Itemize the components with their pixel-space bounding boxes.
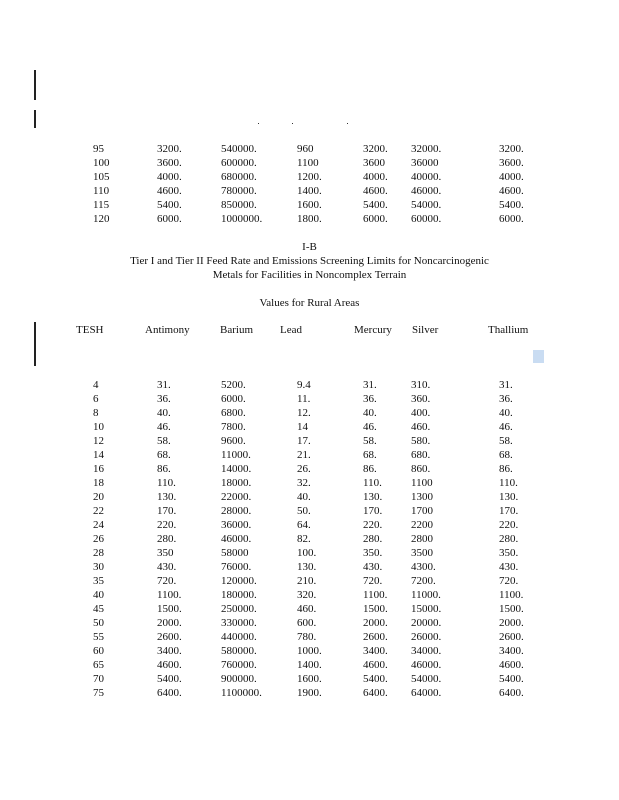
- table-cell: 31.: [157, 379, 171, 391]
- table-cell: 1500.: [157, 603, 182, 615]
- table-cell: 600000.: [221, 157, 257, 169]
- table-cell: 24: [93, 519, 104, 531]
- table-cell: 60: [93, 645, 104, 657]
- table-cell: 100: [93, 157, 110, 169]
- table-cell: 110: [93, 185, 110, 197]
- top-table-row: [93, 170, 549, 184]
- table-cell: 6400.: [157, 687, 182, 699]
- table-cell: 9.4: [297, 379, 311, 391]
- rural-table-row: [93, 420, 549, 434]
- table-cell: 1100: [411, 477, 433, 489]
- table-cell: 46.: [157, 421, 171, 433]
- rural-table-row: [93, 686, 549, 700]
- table-cell: 35: [93, 575, 104, 587]
- table-cell: 1700: [411, 505, 433, 517]
- table-cell: 320.: [297, 589, 317, 601]
- rural-limits-table: [93, 378, 549, 700]
- scan-speck: [292, 123, 293, 124]
- table-cell: 2600.: [363, 631, 388, 643]
- table-cell: 130.: [297, 561, 317, 573]
- table-cell: 70: [93, 673, 104, 685]
- rural-table-row: [93, 518, 549, 532]
- table-cell: 14000.: [221, 463, 252, 475]
- table-cell: 430.: [157, 561, 177, 573]
- table-cell: 5400.: [499, 199, 524, 211]
- table-cell: 58.: [157, 435, 171, 447]
- table-cell: 680000.: [221, 171, 257, 183]
- table-cell: 180000.: [221, 589, 257, 601]
- table-cell: 26.: [297, 463, 311, 475]
- rural-table-row: [93, 490, 549, 504]
- table-cell: 170.: [363, 505, 383, 517]
- table-cell: 12: [93, 435, 104, 447]
- table-cell: 3400.: [157, 645, 182, 657]
- rural-table-row: [93, 588, 549, 602]
- table-cell: 850000.: [221, 199, 257, 211]
- table-cell: 95: [93, 143, 104, 155]
- table-cell: 120000.: [221, 575, 257, 587]
- header-barium: Barium: [220, 324, 253, 336]
- table-cell: 210.: [297, 575, 317, 587]
- table-cell: 22: [93, 505, 104, 517]
- rural-table-row: [93, 630, 549, 644]
- table-cell: 10: [93, 421, 104, 433]
- table-cell: 250000.: [221, 603, 257, 615]
- table-cell: 60000.: [411, 213, 442, 225]
- table-cell: 21.: [297, 449, 311, 461]
- table-cell: 1800.: [297, 213, 322, 225]
- table-cell: 110.: [157, 477, 176, 489]
- table-cell: 2800: [411, 533, 433, 545]
- table-cell: 4: [93, 379, 99, 391]
- table-cell: 11.: [297, 393, 311, 405]
- table-cell: 1500.: [363, 603, 388, 615]
- table-cell: 580.: [411, 435, 431, 447]
- top-data-table: [93, 142, 549, 226]
- table-cell: 68.: [363, 449, 377, 461]
- table-cell: 6000.: [157, 213, 182, 225]
- table-cell: 14: [297, 421, 308, 433]
- table-cell: 76000.: [221, 561, 252, 573]
- rural-table-row: [93, 434, 549, 448]
- table-cell: 36.: [499, 393, 513, 405]
- table-cell: 460.: [411, 421, 431, 433]
- table-cell: 26000.: [411, 631, 442, 643]
- rural-table-row: [93, 574, 549, 588]
- rural-table-row: [93, 504, 549, 518]
- table-cell: 82.: [297, 533, 311, 545]
- table-cell: 3600: [363, 157, 385, 169]
- table-cell: 68.: [157, 449, 171, 461]
- table-cell: 4000.: [157, 171, 182, 183]
- table-cell: 5400.: [499, 673, 524, 685]
- header-lead: Lead: [280, 324, 302, 336]
- table-cell: 1400.: [297, 659, 322, 671]
- table-cell: 105: [93, 171, 110, 183]
- table-cell: 1600.: [297, 673, 322, 685]
- table-cell: 36000: [411, 157, 439, 169]
- top-table-row: [93, 184, 549, 198]
- table-cell: 54000.: [411, 673, 442, 685]
- table-cell: 9600.: [221, 435, 246, 447]
- table-cell: 280.: [363, 533, 383, 545]
- rural-table-row: [93, 602, 549, 616]
- rural-table-row: [93, 448, 549, 462]
- column-headers: [0, 324, 619, 340]
- table-cell: 40.: [157, 407, 171, 419]
- table-cell: 2000.: [157, 617, 182, 629]
- top-table-row: [93, 156, 549, 170]
- table-cell: 20: [93, 491, 104, 503]
- table-cell: 680.: [411, 449, 431, 461]
- table-cell: 1500.: [499, 603, 524, 615]
- table-cell: 2000.: [363, 617, 388, 629]
- table-cell: 4600.: [499, 185, 524, 197]
- rural-table-row: [93, 406, 549, 420]
- table-cell: 46000.: [221, 533, 252, 545]
- scan-artifact-box: [533, 350, 544, 363]
- table-cell: 3200.: [363, 143, 388, 155]
- table-cell: 86.: [157, 463, 171, 475]
- rural-table-row: [93, 658, 549, 672]
- table-cell: 1100.: [499, 589, 524, 601]
- table-cell: 75: [93, 687, 104, 699]
- table-cell: 3400.: [499, 645, 524, 657]
- table-cell: 1200.: [297, 171, 322, 183]
- table-cell: 3500: [411, 547, 433, 559]
- header-silver: Silver: [412, 324, 439, 336]
- table-cell: 5400.: [363, 199, 388, 211]
- table-cell: 120: [93, 213, 110, 225]
- table-cell: 86.: [499, 463, 513, 475]
- header-thallium: Thallium: [488, 324, 529, 336]
- table-cell: 50.: [297, 505, 311, 517]
- table-cell: 6000.: [363, 213, 388, 225]
- table-cell: 1100: [297, 157, 319, 169]
- table-cell: 28: [93, 547, 104, 559]
- table-cell: 64000.: [411, 687, 442, 699]
- table-cell: 130.: [499, 491, 519, 503]
- table-cell: 4600.: [157, 185, 182, 197]
- scan-speck: [258, 123, 259, 124]
- rural-table-row: [93, 476, 549, 490]
- table-cell: 440000.: [221, 631, 257, 643]
- table-cell: 14: [93, 449, 104, 461]
- table-cell: 720.: [363, 575, 383, 587]
- table-cell: 46000.: [411, 659, 442, 671]
- table-cell: 40000.: [411, 171, 442, 183]
- table-cell: 130.: [157, 491, 177, 503]
- table-cell: 1900.: [297, 687, 322, 699]
- table-cell: 65: [93, 659, 104, 671]
- table-cell: 58.: [499, 435, 513, 447]
- table-cell: 350.: [499, 547, 519, 559]
- table-cell: 6400.: [499, 687, 524, 699]
- table-cell: 280.: [499, 533, 519, 545]
- top-table-row: [93, 212, 549, 226]
- scan-speck: [347, 123, 348, 124]
- table-cell: 7200.: [411, 575, 436, 587]
- table-cell: 36.: [363, 393, 377, 405]
- table-cell: 580000.: [221, 645, 257, 657]
- table-cell: 36000.: [221, 519, 252, 531]
- rural-table-row: [93, 616, 549, 630]
- table-cell: 36.: [157, 393, 171, 405]
- table-title-line-2: Metals for Facilities in Noncomplex Terrain: [212, 269, 407, 281]
- table-cell: 400.: [411, 407, 431, 419]
- table-cell: 720.: [157, 575, 177, 587]
- table-cell: 860.: [411, 463, 431, 475]
- table-cell: 3200.: [157, 143, 182, 155]
- table-cell: 430.: [363, 561, 383, 573]
- table-subtitle: Values for Rural Areas: [259, 297, 360, 309]
- table-cell: 40: [93, 589, 104, 601]
- table-cell: 2600.: [499, 631, 524, 643]
- table-cell: 780000.: [221, 185, 257, 197]
- table-cell: 22000.: [221, 491, 252, 503]
- table-cell: 2600.: [157, 631, 182, 643]
- table-cell: 3600.: [499, 157, 524, 169]
- table-cell: 460.: [297, 603, 317, 615]
- table-cell: 17.: [297, 435, 311, 447]
- table-cell: 330000.: [221, 617, 257, 629]
- table-cell: 18000.: [221, 477, 252, 489]
- table-cell: 6000.: [221, 393, 246, 405]
- table-cell: 45: [93, 603, 104, 615]
- table-cell: 220.: [157, 519, 177, 531]
- rural-table-row: [93, 560, 549, 574]
- header-tesh: TESH: [76, 324, 104, 336]
- table-cell: 350.: [363, 547, 383, 559]
- table-cell: 40.: [363, 407, 377, 419]
- rural-table-row: [93, 392, 549, 406]
- table-cell: 32000.: [411, 143, 442, 155]
- table-cell: 1300: [411, 491, 433, 503]
- table-cell: 170.: [499, 505, 519, 517]
- table-cell: 4300.: [411, 561, 436, 573]
- table-cell: 360.: [411, 393, 431, 405]
- table-cell: 4600.: [363, 659, 388, 671]
- margin-bar: [34, 70, 36, 100]
- table-cell: 110.: [363, 477, 382, 489]
- table-cell: 12.: [297, 407, 311, 419]
- table-cell: 780.: [297, 631, 317, 643]
- table-cell: 1000.: [297, 645, 322, 657]
- rural-table-row: [93, 546, 549, 560]
- table-cell: 8: [93, 407, 99, 419]
- table-title-line-1: Tier I and Tier II Feed Rate and Emissions Screening Limits for Noncarcinogenic: [130, 255, 489, 267]
- table-cell: 46.: [499, 421, 513, 433]
- table-cell: 760000.: [221, 659, 257, 671]
- rural-table-row: [93, 672, 549, 686]
- table-cell: 540000.: [221, 143, 257, 155]
- top-table-row: [93, 142, 549, 156]
- table-cell: 15000.: [411, 603, 442, 615]
- table-cell: 960: [297, 143, 314, 155]
- margin-bar: [34, 110, 36, 128]
- top-table-body: [93, 142, 549, 226]
- rural-table-row: [93, 644, 549, 658]
- table-cell: 31.: [363, 379, 377, 391]
- table-cell: 6400.: [363, 687, 388, 699]
- table-cell: 2000.: [499, 617, 524, 629]
- table-cell: 28000.: [221, 505, 252, 517]
- table-cell: 5200.: [221, 379, 246, 391]
- table-cell: 220.: [499, 519, 519, 531]
- table-cell: 1000000.: [221, 213, 263, 225]
- rural-table-row: [93, 532, 549, 546]
- table-cell: 4000.: [363, 171, 388, 183]
- table-cell: 6000.: [499, 213, 524, 225]
- table-cell: 280.: [157, 533, 177, 545]
- table-cell: 5400.: [363, 673, 388, 685]
- table-cell: 310.: [411, 379, 431, 391]
- table-cell: 5400.: [157, 199, 182, 211]
- table-cell: 58000: [221, 547, 249, 559]
- table-cell: 68.: [499, 449, 513, 461]
- table-cell: 220.: [363, 519, 383, 531]
- table-cell: 5400.: [157, 673, 182, 685]
- table-cell: 4000.: [499, 171, 524, 183]
- rural-table-row: [93, 378, 549, 392]
- table-cell: 100.: [297, 547, 317, 559]
- rural-table-body: [93, 378, 549, 700]
- top-table-row: [93, 198, 549, 212]
- table-cell: 46000.: [411, 185, 442, 197]
- table-cell: 170.: [157, 505, 177, 517]
- header-antimony: Antimony: [145, 324, 190, 336]
- table-cell: 46.: [363, 421, 377, 433]
- table-cell: 55: [93, 631, 104, 643]
- header-mercury: Mercury: [354, 324, 392, 336]
- table-cell: 3200.: [499, 143, 524, 155]
- table-cell: 430.: [499, 561, 519, 573]
- table-label: I-B: [302, 241, 317, 253]
- table-cell: 26: [93, 533, 104, 545]
- rural-table-row: [93, 462, 549, 476]
- table-cell: 32.: [297, 477, 311, 489]
- table-cell: 20000.: [411, 617, 442, 629]
- table-cell: 110.: [499, 477, 518, 489]
- table-cell: 11000.: [221, 449, 251, 461]
- table-cell: 130.: [363, 491, 383, 503]
- table-cell: 7800.: [221, 421, 246, 433]
- table-cell: 3400.: [363, 645, 388, 657]
- table-cell: 1400.: [297, 185, 322, 197]
- table-cell: 16: [93, 463, 104, 475]
- table-cell: 54000.: [411, 199, 442, 211]
- table-cell: 2200: [411, 519, 433, 531]
- table-cell: 350: [157, 547, 174, 559]
- table-cell: 900000.: [221, 673, 257, 685]
- table-cell: 40.: [297, 491, 311, 503]
- table-cell: 1100000.: [221, 687, 262, 699]
- table-cell: 600.: [297, 617, 317, 629]
- table-cell: 11000.: [411, 589, 441, 601]
- table-cell: 115: [93, 199, 110, 211]
- table-cell: 1600.: [297, 199, 322, 211]
- table-cell: 4600.: [363, 185, 388, 197]
- table-cell: 34000.: [411, 645, 442, 657]
- table-cell: 4600.: [499, 659, 524, 671]
- table-cell: 40.: [499, 407, 513, 419]
- table-cell: 50: [93, 617, 104, 629]
- table-cell: 4600.: [157, 659, 182, 671]
- table-cell: 720.: [499, 575, 519, 587]
- table-cell: 18: [93, 477, 104, 489]
- table-cell: 64.: [297, 519, 311, 531]
- table-cell: 6800.: [221, 407, 246, 419]
- table-cell: 31.: [499, 379, 513, 391]
- table-cell: 1100.: [157, 589, 182, 601]
- table-cell: 58.: [363, 435, 377, 447]
- table-cell: 3600.: [157, 157, 182, 169]
- table-cell: 1100.: [363, 589, 388, 601]
- table-cell: 30: [93, 561, 104, 573]
- table-cell: 86.: [363, 463, 377, 475]
- table-cell: 6: [93, 393, 99, 405]
